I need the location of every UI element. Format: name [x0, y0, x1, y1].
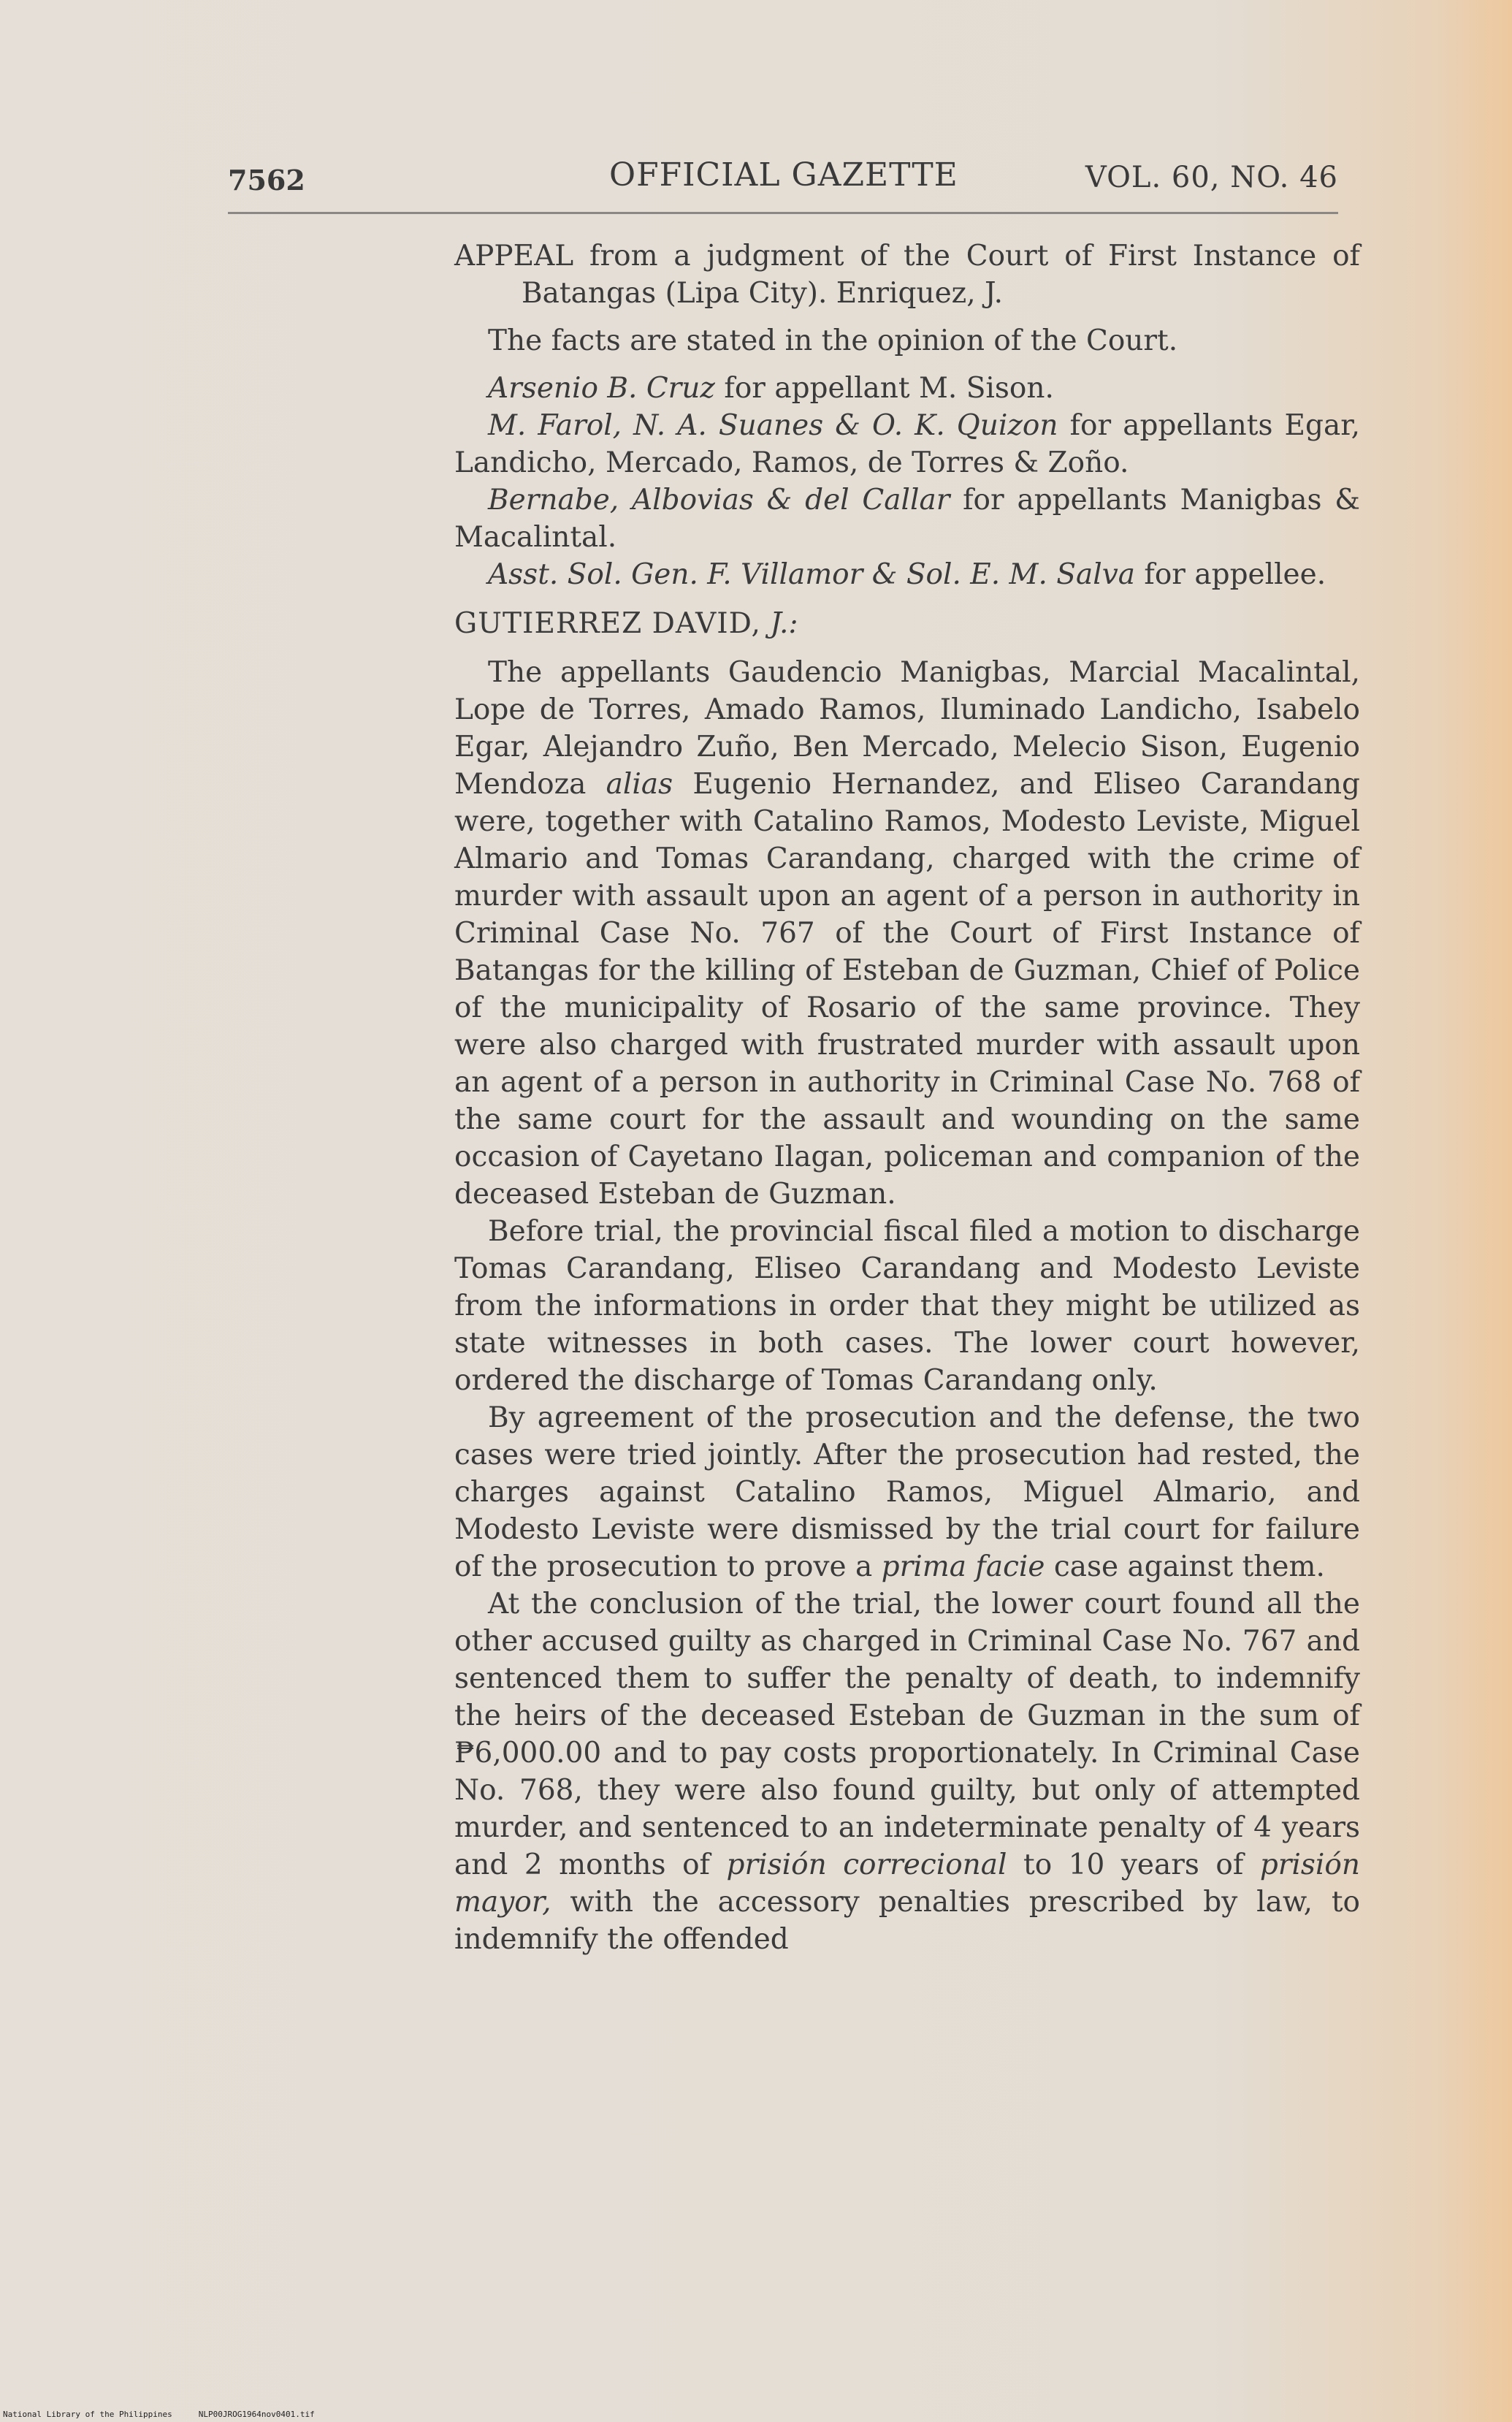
text-run: At the conclusion of the trial, the lower court found all the other accused guilty as charged in Criminal Case No. 767 and sentenced them to suffer the penalty of death, to indemnify the heirs of the deceased Esteban de Guzman in the sum of ₱6,000.00 and to pay costs proportionately. In Criminal Case No. 768, they were also found guilty, but only of attempted murder, and sentenced to an indeterminate penalty of 4 years and 2 months of [454, 1588, 1360, 1881]
counsel-role: for appellants Manigbas & Macalintal. [454, 484, 1360, 554]
document-body [454, 237, 1360, 1958]
page-header [228, 153, 1338, 197]
appeal-line: APPEAL from a judgment of the Court of First Instance of Batangas (Lipa City). Enriquez, J. [454, 240, 1360, 310]
italic-run: prisión correcional [726, 1848, 1007, 1881]
page-number: 7562 [228, 164, 305, 197]
counsel-names: Bernabe, Albovias & del Callar [488, 484, 950, 517]
counsel-line [454, 481, 1360, 556]
text-run: to 10 years of [1023, 1848, 1244, 1881]
opinion-paragraph [454, 1585, 1360, 1958]
text-run: case against them. [1053, 1550, 1325, 1583]
text-run: By agreement of the prosecution and the defense, the two cases were tried jointly. After the prosecution had rested, the charges against Catalino Ramos, Miguel Almario, and Modesto Leviste were dismissed by the trial court for failure of the prosecution to prove a [454, 1401, 1360, 1583]
counsel-names: Asst. Sol. Gen. F. Villamor & Sol. E. M. Salva [488, 558, 1135, 591]
text-run: with the accessory penalties prescribed by law, to indemnify the offended [454, 1886, 1360, 1956]
counsel-line [454, 370, 1360, 407]
opinion-paragraph [454, 654, 1360, 1213]
facts-line: The facts are stated in the opinion of the Court. [488, 324, 1178, 357]
publication-title: OFFICIAL GAZETTE [609, 156, 958, 194]
scan-footer [3, 2410, 341, 2419]
italic-run: prisión mayor, [454, 1848, 1360, 1919]
justice-name: GUTIERREZ DAVID, [454, 607, 761, 640]
counsel-role: for appellant M. Sison. [714, 372, 1054, 405]
italic-run: alias [606, 768, 673, 801]
counsel-role: for appellants Egar, Landicho, Mercado, Ramos, de Torres & Zoño. [454, 409, 1360, 479]
opinion-paragraph: Before trial, the provincial fiscal filed a motion to discharge Tomas Carandang, Eliseo Carandang and Modesto Leviste from the informations in order that they might be utilized as state witnesses in both cases. The lower court however, ordered the discharge of Tomas Carandang only. [454, 1215, 1360, 1397]
counsel-names: Arsenio B. Cruz [488, 372, 715, 405]
text-run: The appellants Gaudencio Manigbas, Marcial Macalintal, Lope de Torres, Amado Ramos, Iluminado Landicho, Isabelo Egar, Alejandro Zuño, Ben Mercado, Melecio Sison, Eugenio Mendoza [454, 656, 1360, 801]
counsel-names: M. Farol, N. A. Suanes & O. K. Quizon [488, 409, 1058, 442]
justice-line [454, 605, 1360, 642]
volume-label: VOL. 60, NO. 46 [1085, 161, 1338, 194]
counsel-line [454, 556, 1360, 593]
file-label: NLP00JROG1964nov0401.tif [198, 2410, 315, 2419]
text-run: Eugenio Hernandez, and Eliseo Carandang were, together with Catalino Ramos, Modesto Leviste, Miguel Almario and Tomas Carandang, charged with the crime of murder with assault upon an agent of a person in authority in Criminal Case No. 767 of the Court of First Instance of Batangas for the killing of Esteban de Guzman, Chief of Police of the municipality of Rosario of the same province. They were also charged with frustrated murder with assault upon an agent of a person in authority in Criminal Case No. 768 of the same court for the assault and wounding on the same occasion of Cayetano Ilagan, policeman and companion of the deceased Esteban de Guzman. [454, 768, 1360, 1211]
counsel-line [454, 407, 1360, 481]
justice-suffix: J.: [760, 607, 798, 640]
library-label: National Library of the Philippines [3, 2410, 172, 2419]
counsel-role: for appellee. [1135, 558, 1326, 591]
opinion-paragraph [454, 1399, 1360, 1585]
italic-run: prima facie [881, 1550, 1045, 1583]
header-rule [228, 212, 1338, 214]
